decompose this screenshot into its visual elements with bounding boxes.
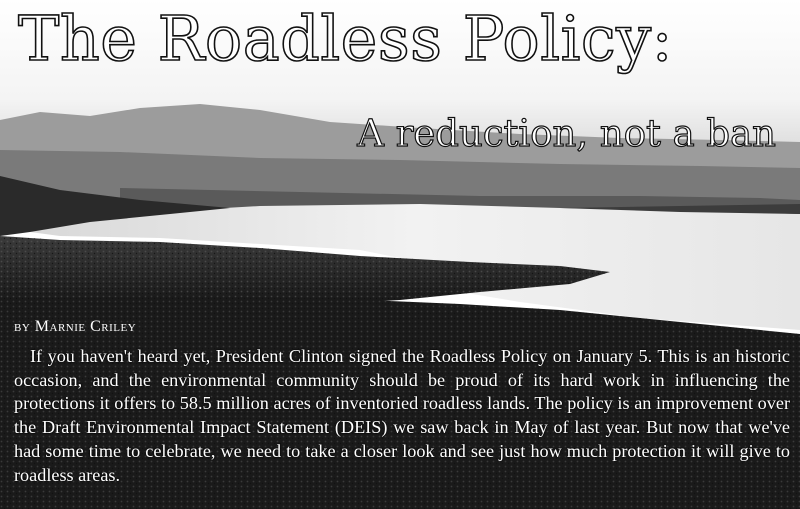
article-body: If you haven't heard yet, President Clinton signed the Roadless Policy on January 5. This is an historic occasion, and the environmental community should be proud of its hard work in influencing the protections it offers to 58.5 million acres of inventoried roadless lands. The policy is an improvement over the Draft Environmental Impact Statement (DEIS) we saw back in May of last year. But now that we've had some time to celebrate, we need to take a closer look and see just how much protection it will give to roadless areas. [14,346,790,485]
byline-author: Marnie Criley [34,318,137,335]
article-title: The Roadless Policy: [18,2,674,75]
byline-prefix: by [14,318,31,335]
article-subtitle: A reduction, not a ban [357,112,776,155]
byline [14,318,136,336]
